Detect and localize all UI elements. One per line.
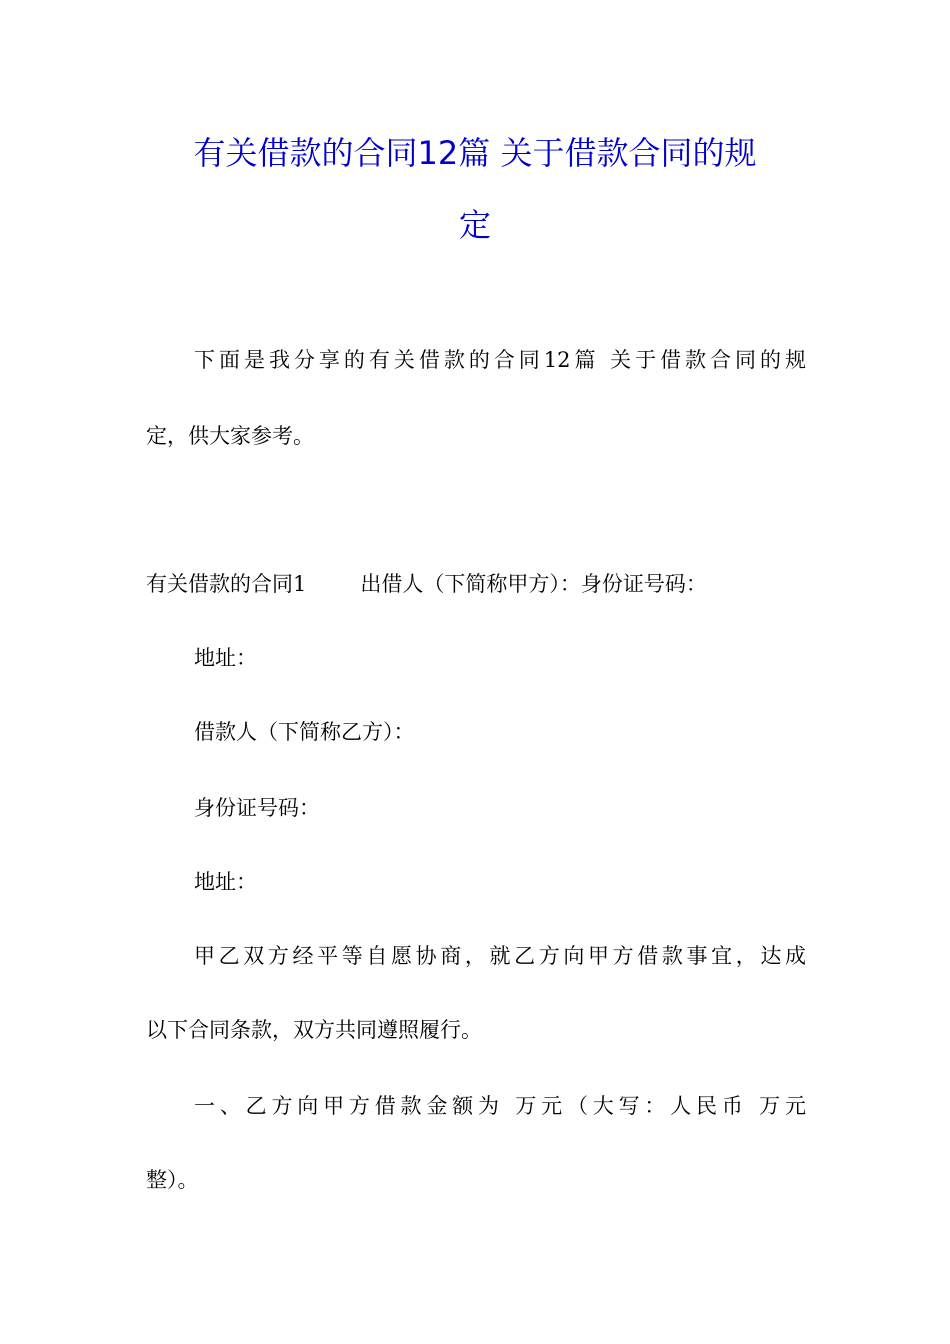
document-title-line2: 定 [458, 206, 491, 244]
para1-line2: 以下合同条款，双方共同遵照履行。 [146, 1018, 482, 1042]
clause1-line1: 一、乙方向甲方借款金额为 万元（大写：人民币 万元 [194, 1094, 806, 1118]
lender-address: 地址： [194, 646, 257, 670]
borrower-id: 身份证号码： [194, 796, 320, 820]
section-heading-line [146, 570, 707, 598]
borrower-address: 地址： [194, 870, 257, 894]
intro-line2: 定，供大家参考。 [146, 424, 314, 448]
para1-line1: 甲乙双方经平等自愿协商，就乙方向甲方借款事宜，达成 [194, 944, 806, 968]
document-title-line1: 有关借款的合同12篇 关于借款合同的规 [193, 134, 757, 172]
lender-label: 出借人（下简称甲方）：身份证号码： [360, 572, 707, 596]
section-heading: 有关借款的合同1 [146, 572, 307, 596]
clause1-line2: 整）。 [146, 1168, 199, 1192]
borrower-label: 借款人（下简称乙方）： [194, 720, 415, 744]
intro-line1: 下面是我分享的有关借款的合同12篇 关于借款合同的规 [194, 348, 806, 372]
